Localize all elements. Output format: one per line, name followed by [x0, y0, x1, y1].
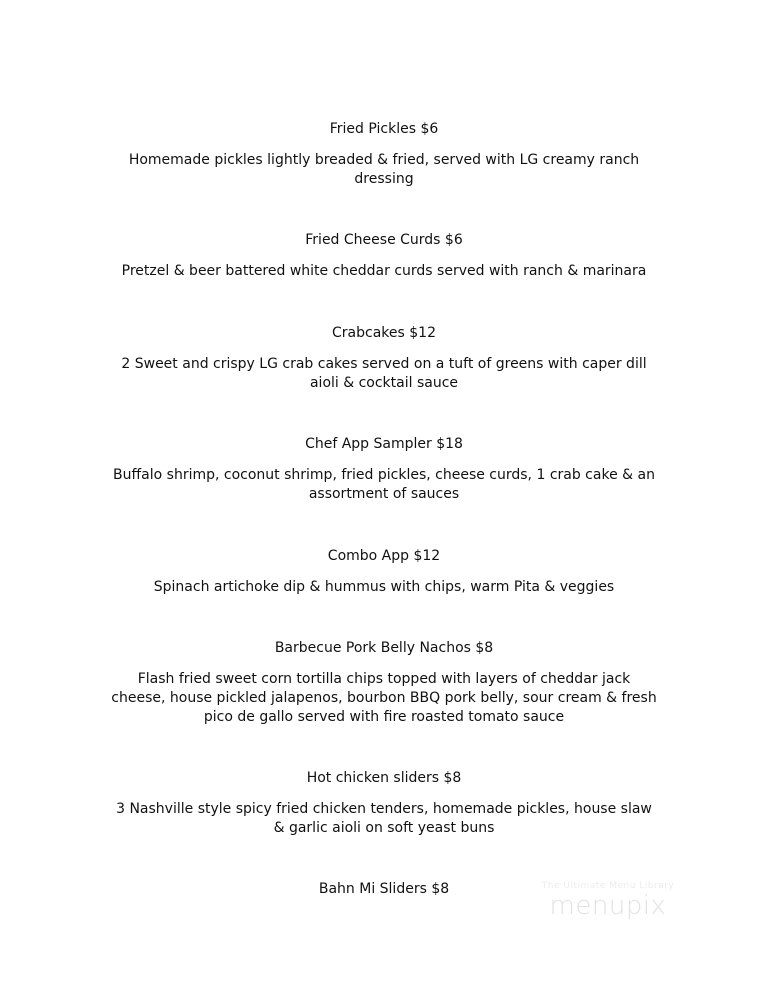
- item-title: Hot chicken sliders $8: [306, 770, 462, 786]
- menu-item-fried-cheese-curds: [110, 231, 658, 281]
- item-title: Crabcakes $12: [332, 325, 436, 341]
- menu-item-combo-app: [110, 547, 658, 597]
- item-description: Pretzel & beer battered white cheddar curds served with ranch & marinara: [121, 263, 647, 279]
- item-title: Barbecue Pork Belly Nachos $8: [274, 640, 494, 656]
- menu-item-chef-app-sampler: [110, 435, 658, 504]
- item-title: Chef App Sampler $18: [305, 436, 463, 452]
- watermark-tagline: The Ultimate Menu Library: [541, 881, 675, 891]
- menu-item-fried-pickles: [110, 120, 658, 189]
- item-description: 2 Sweet and crispy LG crab cakes served on a tuft of greens with caper dill aioli & cocktail sauce: [121, 356, 647, 391]
- item-title: Bahn Mi Sliders $8: [318, 881, 450, 897]
- menu-item-crabcakes: [110, 324, 658, 393]
- item-description: Buffalo shrimp, coconut shrimp, fried pickles, cheese curds, 1 crab cake & an assortment of sauces: [113, 467, 655, 502]
- item-description: Homemade pickles lightly breaded & fried, served with LG creamy ranch dressing: [128, 152, 640, 187]
- item-description: 3 Nashville style spicy fried chicken tenders, homemade pickles, house slaw & garlic aioli on soft yeast buns: [116, 801, 652, 836]
- item-description: Flash fried sweet corn tortilla chips topped with layers of cheddar jack cheese, house pickled jalapenos, bourbon BBQ pork belly, sour cream & fresh pico de gallo served with fire roasted tomato sauce: [111, 671, 657, 725]
- item-description: Spinach artichoke dip & hummus with chips, warm Pita & veggies: [153, 579, 615, 595]
- menu-item-hot-chicken-sliders: [110, 769, 658, 838]
- item-title: Fried Pickles $6: [329, 121, 439, 137]
- item-title: Fried Cheese Curds $6: [305, 232, 463, 248]
- menu-item-barbecue-pork-belly-nachos: [110, 639, 658, 727]
- menupix-logo: menupix: [549, 891, 667, 921]
- item-title: Combo App $12: [327, 548, 441, 564]
- menupix-watermark: [528, 880, 688, 930]
